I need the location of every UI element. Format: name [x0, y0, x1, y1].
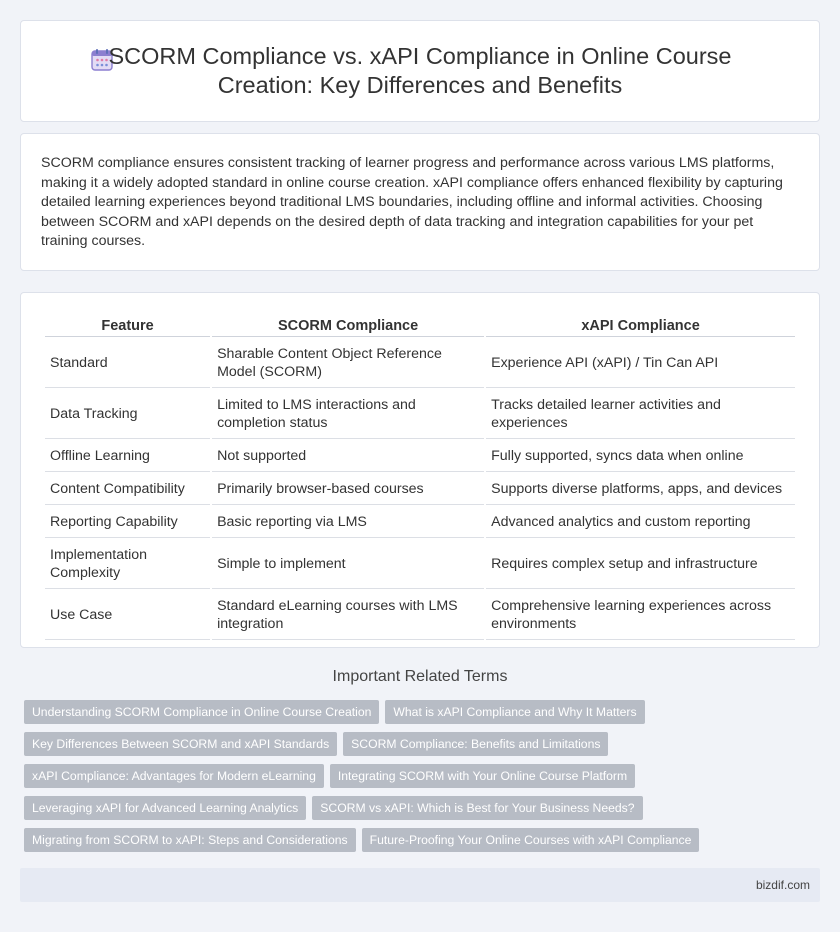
table-row: [45, 474, 795, 505]
table-cell: Use Case: [45, 591, 210, 640]
table-cell: Fully supported, syncs data when online: [486, 441, 795, 472]
intro-card: [20, 133, 820, 271]
related-term-link[interactable]: SCORM vs xAPI: Which is Best for Your Business Needs?: [312, 796, 642, 820]
footer: [20, 868, 820, 902]
table-cell: Experience API (xAPI) / Tin Can API: [486, 339, 795, 388]
table-cell: Reporting Capability: [45, 507, 210, 538]
table-cell: Data Tracking: [45, 390, 210, 439]
table-row: [45, 390, 795, 439]
table-cell: Content Compatibility: [45, 474, 210, 505]
table-cell: Simple to implement: [212, 540, 484, 589]
related-term-link[interactable]: Migrating from SCORM to xAPI: Steps and Considerations: [24, 828, 356, 852]
table-header-feature: Feature: [45, 315, 210, 337]
table-cell: Basic reporting via LMS: [212, 507, 484, 538]
comparison-table: [43, 313, 797, 642]
table-cell: Standard: [45, 339, 210, 388]
header-card: [20, 20, 820, 122]
related-term-link[interactable]: Understanding SCORM Compliance in Online Course Creation: [24, 700, 379, 724]
table-row: [45, 540, 795, 589]
related-term-link[interactable]: SCORM Compliance: Benefits and Limitations: [343, 732, 608, 756]
page-title: SCORM Compliance vs. xAPI Compliance in Online Course Creation: Key Differences and Benefits: [108, 43, 732, 98]
table-cell: Not supported: [212, 441, 484, 472]
table-header-scorm: SCORM Compliance: [212, 315, 484, 337]
table-cell: Sharable Content Object Reference Model (SCORM): [212, 339, 484, 388]
table-cell: Tracks detailed learner activities and experiences: [486, 390, 795, 439]
table-cell: Limited to LMS interactions and completion status: [212, 390, 484, 439]
related-terms-title: Important Related Terms: [332, 668, 508, 685]
related-term-link[interactable]: Future-Proofing Your Online Courses with xAPI Compliance: [362, 828, 700, 852]
table-row: [45, 441, 795, 472]
table-cell: Supports diverse platforms, apps, and devices: [486, 474, 795, 505]
table-row: [45, 339, 795, 388]
table-cell: Offline Learning: [45, 441, 210, 472]
table-row: [45, 507, 795, 538]
table-cell: Implementation Complexity: [45, 540, 210, 589]
intro-paragraph: SCORM compliance ensures consistent tracking of learner progress and performance across various LMS platforms, making it a widely adopted standard in online course creation. xAPI compliance offers enhanced flexibility by capturing detailed learning experiences beyond traditional LMS boundaries, including offline and informal activities. Choosing between SCORM and xAPI depends on the desired depth of data tracking and integration capabilities for your pet training courses.: [41, 155, 783, 249]
footer-site-name[interactable]: bizdif.com: [755, 878, 810, 892]
table-cell: Comprehensive learning experiences across environments: [486, 591, 795, 640]
table-cell: Primarily browser-based courses: [212, 474, 484, 505]
related-term-link[interactable]: xAPI Compliance: Advantages for Modern eLearning: [24, 764, 324, 788]
related-terms-list: [24, 700, 824, 852]
table-cell: Advanced analytics and custom reporting: [486, 507, 795, 538]
related-term-link[interactable]: What is xAPI Compliance and Why It Matters: [385, 700, 644, 724]
table-header-xapi: xAPI Compliance: [486, 315, 795, 337]
related-term-link[interactable]: Key Differences Between SCORM and xAPI Standards: [24, 732, 337, 756]
related-term-link[interactable]: Integrating SCORM with Your Online Course Platform: [330, 764, 635, 788]
table-cell: Requires complex setup and infrastructure: [486, 540, 795, 589]
table-row: [45, 591, 795, 640]
comparison-table-card: [20, 292, 820, 648]
table-cell: Standard eLearning courses with LMS integration: [212, 591, 484, 640]
related-term-link[interactable]: Leveraging xAPI for Advanced Learning Analytics: [24, 796, 306, 820]
